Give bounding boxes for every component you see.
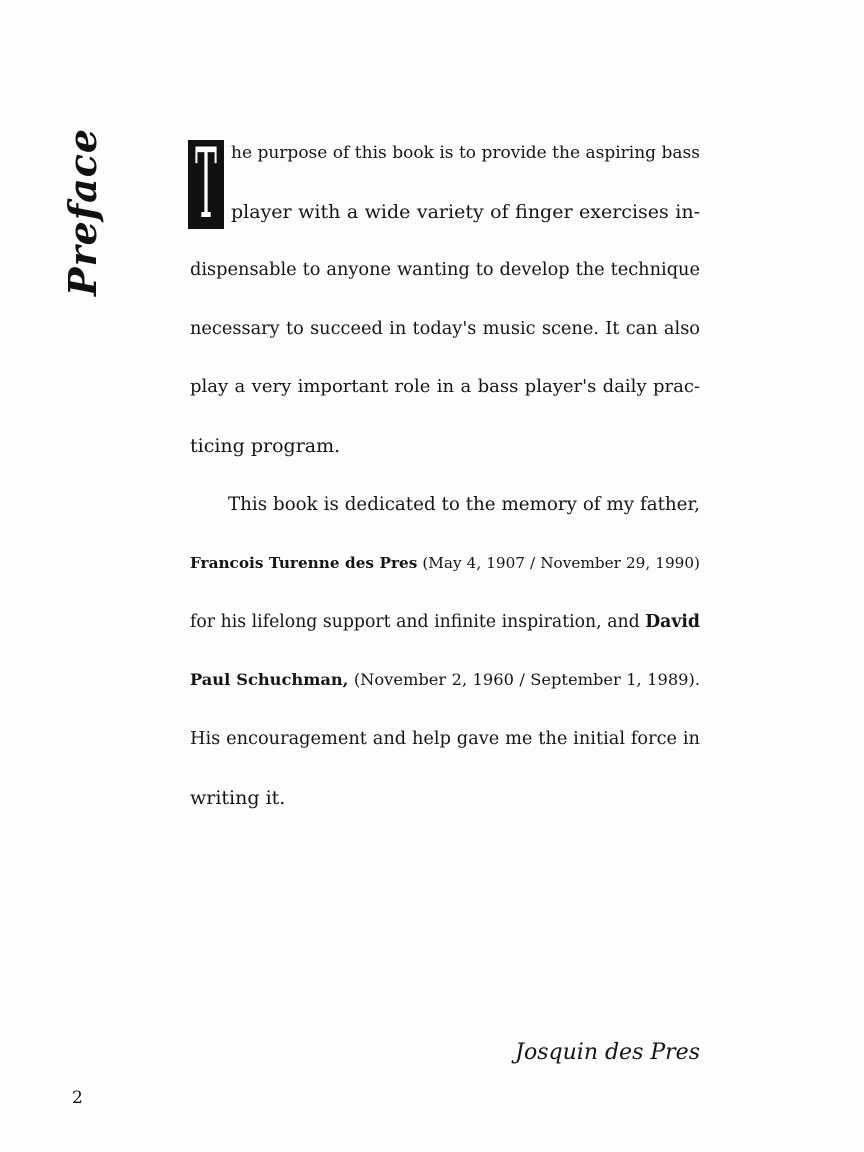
text-segment: (November 2, 1960 / September 1, 1989).	[348, 670, 701, 690]
text-line	[231, 183, 700, 242]
bold-text-segment: Francois Turenne des Pres	[190, 554, 418, 573]
text-line	[190, 534, 700, 593]
author-signature: Josquin des Pres	[515, 1040, 700, 1065]
text-line	[190, 358, 700, 417]
text-line	[228, 476, 700, 535]
text-segment: necessary to succeed in today's music scene. It can also	[190, 318, 700, 339]
text-segment: he purpose of this book is to provide the aspiring bass	[231, 143, 700, 163]
text-segment: for his lifelong support and infinite inspiration, and	[190, 611, 646, 632]
text-line	[190, 710, 700, 769]
page-number: 2	[72, 1088, 83, 1108]
text-segment: writing it.	[190, 786, 286, 809]
text-segment: (May 4, 1907 / November 29, 1990)	[417, 554, 701, 573]
text-segment: dispensable to anyone wanting to develop the technique	[190, 260, 700, 281]
text-line	[231, 124, 700, 183]
text-line	[190, 651, 700, 710]
text-segment: ticing program.	[190, 434, 341, 457]
text-segment: play a very important role in a bass player's daily prac-	[190, 376, 700, 398]
text-segment: This book is dedicated to the memory of my father,	[228, 493, 700, 515]
text-line	[190, 241, 700, 300]
text-line	[190, 417, 700, 476]
text-line	[190, 769, 700, 828]
text-line	[190, 300, 700, 359]
dropcap-letter: T	[195, 140, 217, 229]
bold-text-segment: David	[645, 611, 700, 632]
text-segment: His encouragement and help gave me the initial force in	[190, 728, 700, 749]
preface-body	[190, 124, 700, 827]
bold-text-segment: Paul Schuchman,	[190, 670, 349, 690]
page-title: Preface	[60, 127, 105, 296]
text-segment: player with a wide variety of finger exercises in-	[231, 200, 700, 223]
text-line	[190, 593, 700, 652]
